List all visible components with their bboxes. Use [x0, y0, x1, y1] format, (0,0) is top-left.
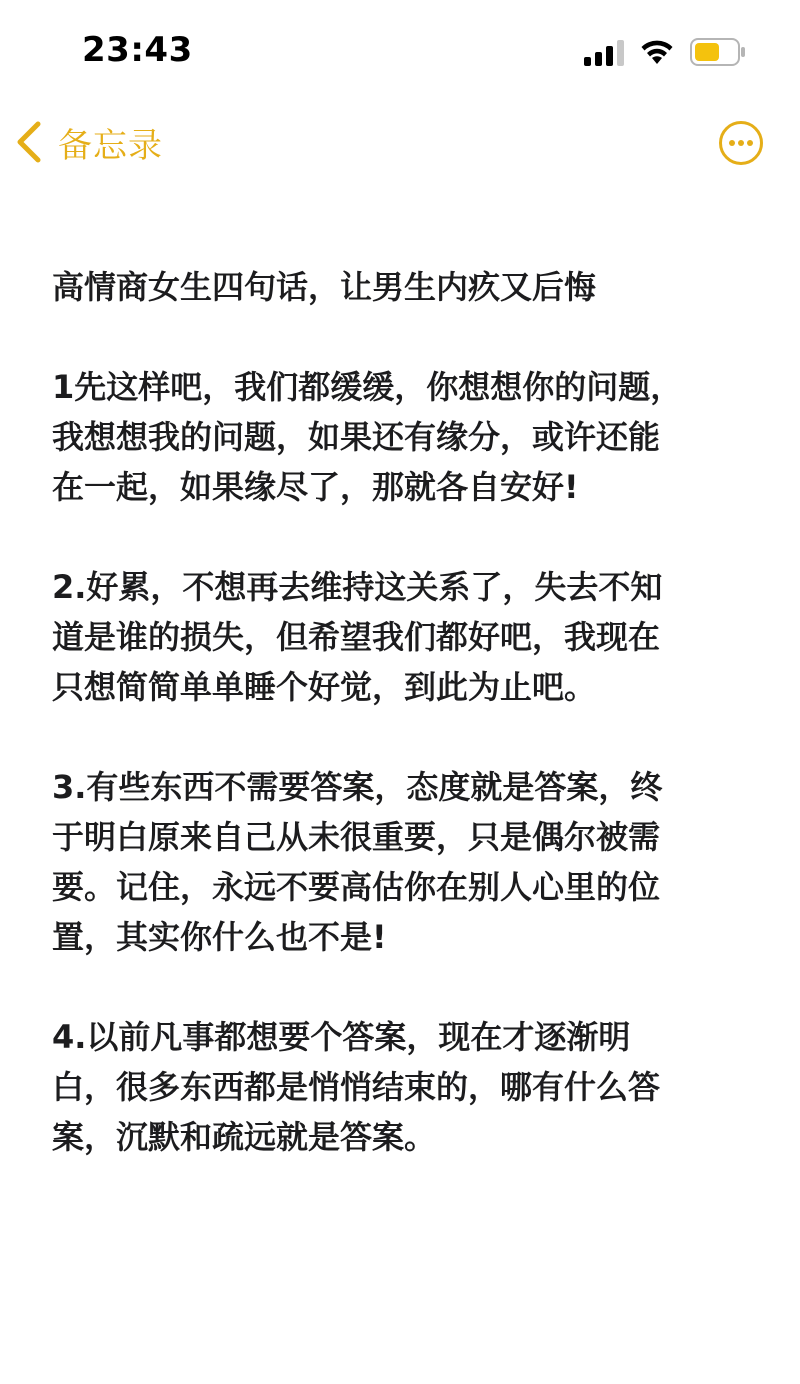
note-line: 4.以前凡事都想要个答案，现在才逐渐明 — [52, 1018, 631, 1056]
nav-bar — [0, 110, 800, 174]
note-body[interactable] — [52, 262, 752, 1162]
note-section-3 — [52, 762, 752, 962]
cellular-signal-icon — [584, 40, 626, 66]
back-label: 备忘录 — [58, 125, 163, 166]
note-section-4 — [52, 1012, 752, 1162]
note-section-1 — [52, 362, 752, 512]
battery-icon — [690, 38, 746, 66]
note-line: 只想简简单单睡个好觉，到此为止吧。 — [52, 668, 597, 706]
note-line: 我想想我的问题，如果还有缘分，或许还能 — [52, 418, 661, 456]
blank-line — [52, 712, 752, 762]
chevron-left-icon — [14, 120, 44, 164]
note-line: 案，沉默和疏远就是答案。 — [52, 1118, 437, 1156]
note-line: 在一起，如果缘尽了，那就各自安好! — [52, 468, 579, 506]
note-line: 置，其实你什么也不是! — [52, 918, 387, 956]
blank-line — [52, 962, 752, 1012]
note-title: 高情商女生四句话，让男生内疚又后悔 — [52, 268, 597, 306]
note-line: 道是谁的损失，但希望我们都好吧，我现在 — [52, 618, 661, 656]
status-bar — [0, 0, 800, 100]
note-line: 1先这样吧，我们都缓缓，你想想你的问题， — [52, 368, 683, 406]
wifi-icon — [640, 38, 674, 66]
blank-line — [52, 512, 752, 562]
note-line: 3.有些东西不需要答案，态度就是答案，终 — [52, 768, 663, 806]
note-line: 2.好累，不想再去维持这关系了，失去不知 — [52, 568, 663, 606]
blank-line — [52, 312, 752, 362]
note-line: 于明白原来自己从未很重要，只是偶尔被需 — [52, 818, 661, 856]
ellipsis-circle-icon[interactable] — [718, 120, 764, 166]
note-line: 要。记住，永远不要高估你在别人心里的位 — [52, 868, 661, 906]
status-time: 23:43 — [82, 30, 193, 70]
note-section-2 — [52, 562, 752, 712]
back-button[interactable] — [14, 118, 163, 166]
note-line: 白，很多东西都是悄悄结束的，哪有什么答 — [52, 1068, 661, 1106]
